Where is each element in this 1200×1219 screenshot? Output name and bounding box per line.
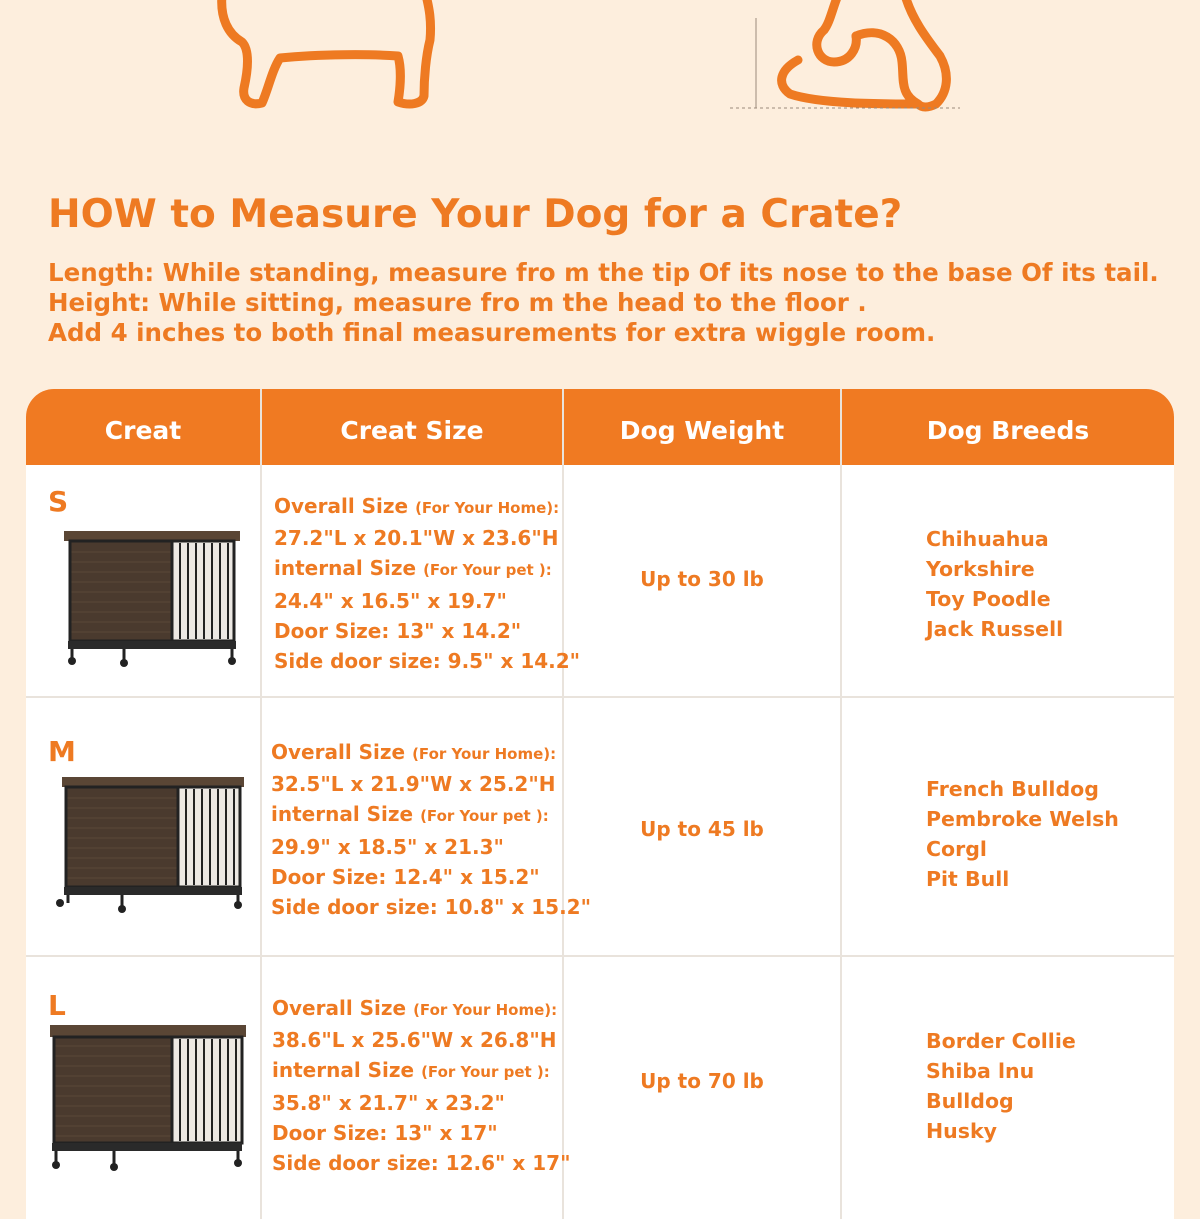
breed-item: Shiba lnu: [926, 1059, 1035, 1083]
breed-item: Pit Bull: [926, 867, 1010, 891]
overall-size-note: (For Your Home):: [413, 1001, 558, 1019]
sitting-dog-icon: [782, 0, 947, 107]
dog-illustrations: [0, 0, 1200, 140]
internal-size-value: 24.4" x 16.5" x 19.7": [274, 588, 507, 613]
overall-size-label: Overall Size: [272, 996, 407, 1020]
breed-item: Toy Poodle: [926, 587, 1051, 611]
crate-size-spec: [274, 491, 580, 676]
breed-item: Corgl: [926, 837, 987, 861]
measure-instructions: [48, 258, 1159, 348]
dog-breeds-list: [926, 1026, 1076, 1146]
length-instruction: Length: While standing, measure fro m the tip Of its nose to the base Of its tail.: [48, 258, 1159, 287]
dog-breeds-list: [926, 774, 1119, 894]
overall-size-label: Overall Size: [274, 494, 409, 518]
door-size: Door Size: 12.4" x 15.2": [271, 864, 540, 889]
side-door-size: Side door size: 12.6" x 17": [272, 1151, 571, 1176]
header-dog-breeds: Dog Breeds: [926, 416, 1090, 445]
crate-image: [46, 1023, 250, 1173]
internal-size-label: internal Size: [272, 1058, 415, 1083]
internal-size-value: 35.8" x 21.7" x 23.2": [272, 1090, 505, 1115]
header-creat: Creat: [104, 416, 182, 445]
internal-size-value: 29.9" x 18.5" x 21.3": [271, 834, 504, 859]
column-divider: [840, 389, 842, 1219]
dog-weight: Up to 30 lb: [640, 567, 764, 591]
crate-size-spec: [272, 993, 571, 1178]
breed-item: Jack Russell: [926, 617, 1064, 641]
header-dog-weight: Dog Weight: [619, 416, 785, 445]
table-header: [26, 389, 1174, 465]
side-door-size: Side door size: 9.5" x 14.2": [274, 649, 581, 674]
standing-dog-icon: [222, 0, 431, 104]
internal-size-label: internal Size: [274, 556, 417, 581]
height-instruction: Height: While sitting, measure fro m the head to the floor .: [48, 288, 867, 317]
breed-item: Husky: [926, 1119, 997, 1143]
crate-size-spec: [271, 737, 591, 922]
internal-size-note: (For Your pet ):: [420, 807, 549, 826]
crate-image: [52, 775, 248, 915]
wiggle-room-instruction: Add 4 inches to both final measurements for extra wiggle room.: [48, 318, 936, 347]
dog-weight: Up to 45 lb: [640, 817, 764, 841]
row-divider: [26, 696, 1174, 698]
overall-size-value: 27.2"L x 20.1"W x 23.6"H: [274, 526, 559, 551]
overall-size-label: Overall Size: [271, 740, 406, 764]
internal-size-note: (For Your pet ):: [423, 561, 552, 580]
dog-breeds-list: [926, 524, 1063, 644]
row-divider: [26, 955, 1174, 957]
internal-size-note: (For Your pet ):: [421, 1063, 550, 1082]
overall-size-value: 32.5"L x 21.9"W x 25.2"H: [271, 772, 556, 797]
crate-size-table: [26, 389, 1174, 1219]
size-label: S: [48, 485, 69, 518]
overall-size-note: (For Your Home):: [415, 499, 560, 517]
door-size: Door Size: 13" x 14.2": [274, 618, 522, 643]
door-size: Door Size: 13" x 17": [272, 1120, 498, 1145]
crate-image: [64, 529, 244, 669]
breed-item: Pembroke Welsh: [926, 807, 1119, 831]
column-divider: [260, 389, 262, 1219]
size-label: L: [48, 989, 66, 1022]
side-door-size: Side door size: 10.8" x 15.2": [271, 895, 592, 920]
overall-size-note: (For Your Home):: [412, 745, 557, 763]
breed-item: Yorkshire: [926, 557, 1035, 581]
header-creat-size: Creat Size: [340, 416, 484, 445]
breed-item: Bulldog: [926, 1089, 1014, 1113]
breed-item: French Bulldog: [926, 777, 1099, 801]
page-heading: HOW to Measure Your Dog for a Crate?: [48, 192, 903, 237]
size-label: M: [48, 735, 76, 768]
dog-weight: Up to 70 lb: [640, 1069, 764, 1093]
breed-item: Border Collie: [926, 1029, 1076, 1053]
internal-size-label: internal Size: [271, 802, 414, 827]
overall-size-value: 38.6"L x 25.6"W x 26.8"H: [272, 1028, 557, 1053]
breed-item: Chihuahua: [926, 527, 1049, 551]
